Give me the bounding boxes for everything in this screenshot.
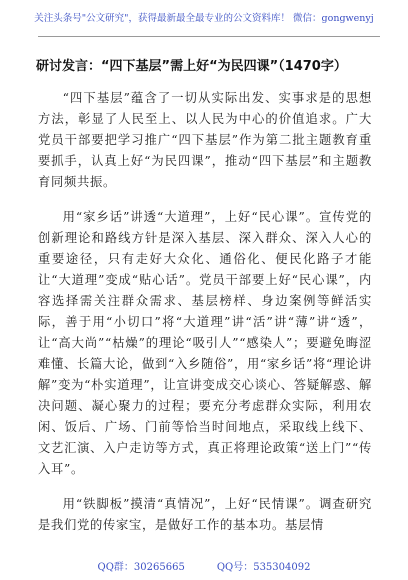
document-body [38, 88, 372, 550]
paragraph-minxin: 用“家乡话”讲透“大道理”，上好“民心课”。宣传党的创新理论和路线方针是深入基层、深入群众、深入人心的重要途径，只有走好大众化、通俗化、便民化路子才能让“大道理”变成“贴心话”。党员干部要上好“民心课”，内容选择需关注群众需求、基层榜样、身边案例等鲜活实际，善于用“小切口”将“大道理”讲“活”讲“薄”讲“透”，让“高大尚”“枯燥”的理论“吸引人”“感染人”；要避免晦涩难懂、长篇大论，做到“入乡随俗”，用“家乡话”将“理论讲解”变为“朴实道理”，让宣讲变成交心谈心、答疑解惑、解决问题、凝心聚力的过程；要充分考虑群众实际，利用农闲、饭后、广场、门前等恰当时间地点，采取线上线下、文艺汇演、入户走访等方式，真正将理论政策“送上门”“传入耳”。 [38, 210, 372, 476]
promo-header: 关注头条号"公文研究"，获得最新最全最专业的公文资料库！ 微信：gongwenyj [34, 13, 374, 24]
document-title: 研讨发言：“四下基层”需上好“为民四课”（1470字） [36, 59, 347, 74]
qq-number: QQ号：535304092 [216, 562, 311, 573]
paragraph-minqing: 用“铁脚板”摸清“真情况”，上好“民情课”。调查研究是我们党的传家宝，是做好工作的基本功。基层情 [38, 497, 372, 532]
header-divider [38, 36, 380, 37]
qq-group-number: QQ群：30265665 [97, 562, 185, 573]
paragraph-intro: “四下基层”蕴含了一切从实际出发、实事求是的思想方法，彰显了人民至上、以人民为中心的价值追求。广大党员干部要把学习推广“四下基层”作为第二批主题教育重要抓手，认真上好“为民四课”，推动“四下基层”和主题教育同频共振。 [38, 91, 372, 189]
contact-footer [0, 558, 408, 573]
